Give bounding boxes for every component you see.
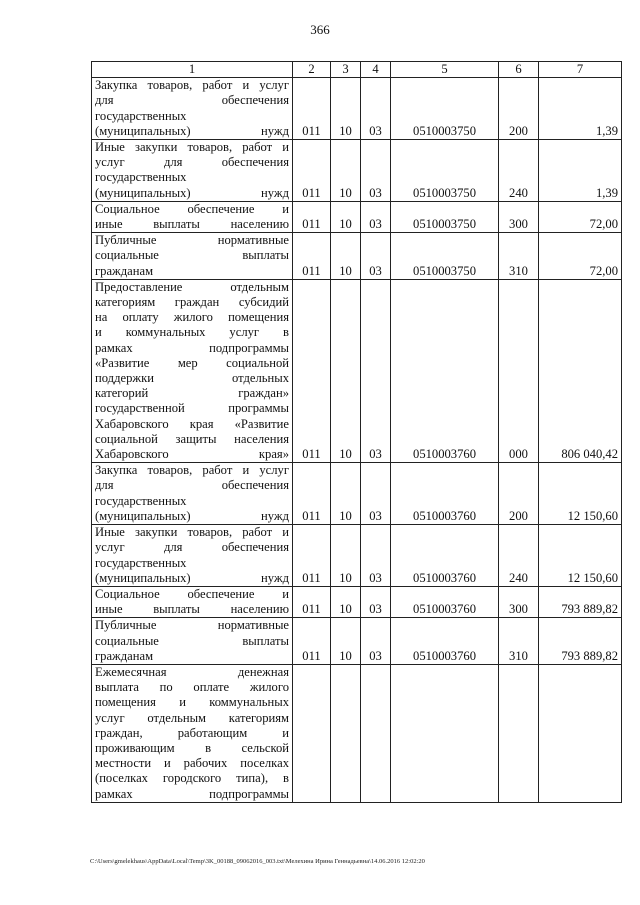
description-line: социальные выплаты	[95, 633, 289, 648]
section-code: 10	[331, 201, 361, 232]
table-row	[92, 233, 622, 280]
description-line: Публичные нормативные	[95, 618, 289, 633]
budget-table	[91, 61, 622, 803]
ministry-code: 011	[293, 140, 331, 202]
description-line: иные выплаты населению	[95, 217, 289, 232]
description-line: (муниципальных) нужд	[95, 123, 289, 138]
section-code	[331, 664, 361, 802]
section-code: 10	[331, 463, 361, 525]
expense-type-code: 240	[499, 525, 539, 587]
subsection-code: 03	[361, 463, 391, 525]
column-header: 4	[361, 62, 391, 78]
target-article-code: 0510003760	[391, 279, 499, 462]
subsection-code: 03	[361, 618, 391, 665]
ministry-code: 011	[293, 279, 331, 462]
target-article-code: 0510003750	[391, 140, 499, 202]
section-code: 10	[331, 78, 361, 140]
row-description	[92, 618, 293, 665]
description-line: государственных	[95, 493, 187, 508]
description-line: «Развитие мер социальной	[95, 355, 289, 370]
row-description	[92, 586, 293, 617]
table-row	[92, 664, 622, 802]
description-line: категорий граждан»	[95, 386, 289, 401]
description-line: для обеспечения	[95, 478, 289, 493]
expense-type-code: 310	[499, 618, 539, 665]
description-line: гражданам	[95, 263, 154, 278]
amount-value: 793 889,82	[539, 618, 622, 665]
description-line: на оплату жилого помещения	[95, 310, 289, 325]
ministry-code: 011	[293, 201, 331, 232]
amount-value: 72,00	[539, 233, 622, 280]
description-line: (муниципальных) нужд	[95, 185, 289, 200]
target-article-code: 0510003750	[391, 201, 499, 232]
section-code: 10	[331, 618, 361, 665]
section-code: 10	[331, 140, 361, 202]
description-line: Социальное обеспечение и	[95, 586, 289, 601]
table-row	[92, 279, 622, 462]
expense-type-code: 200	[499, 78, 539, 140]
description-line: рамках подпрограммы	[95, 786, 289, 801]
ministry-code	[293, 664, 331, 802]
row-description	[92, 201, 293, 232]
ministry-code: 011	[293, 586, 331, 617]
description-line: и коммунальных услуг в	[95, 325, 289, 340]
table-row	[92, 586, 622, 617]
table-row	[92, 525, 622, 587]
subsection-code: 03	[361, 279, 391, 462]
ministry-code: 011	[293, 233, 331, 280]
section-code: 10	[331, 233, 361, 280]
ministry-code: 011	[293, 78, 331, 140]
footer-file-path: C:\Users\gmelekhaus\AppData\Local\Temp\3K_00188_09062016_003.txt\Мелехина Ирина Геннадьевна\14.06.2016 12:02:20	[90, 858, 425, 865]
target-article-code: 0510003760	[391, 618, 499, 665]
description-line: (поселках городского типа), в	[95, 771, 289, 786]
description-line: проживающим в сельской	[95, 740, 289, 755]
description-line: Ежемесячная денежная	[95, 664, 289, 679]
column-header: 2	[293, 62, 331, 78]
section-code: 10	[331, 279, 361, 462]
column-header: 1	[92, 62, 293, 78]
description-line: Предоставление отдельным	[95, 279, 289, 294]
description-line: услуг отдельным категориям	[95, 710, 289, 725]
description-line: социальные выплаты	[95, 248, 289, 263]
ministry-code: 011	[293, 525, 331, 587]
target-article-code: 0510003750	[391, 78, 499, 140]
description-line: граждан, работающим и	[95, 725, 289, 740]
description-line: услуг для обеспечения	[95, 540, 289, 555]
description-line: (муниципальных) нужд	[95, 570, 289, 585]
expense-type-code: 000	[499, 279, 539, 462]
expense-type-code	[499, 664, 539, 802]
description-line: поддержки отдельных	[95, 371, 289, 386]
description-line: гражданам	[95, 648, 154, 663]
row-description	[92, 664, 293, 802]
table-body	[92, 78, 622, 803]
amount-value: 806 040,42	[539, 279, 622, 462]
description-line: категориям граждан субсидий	[95, 295, 289, 310]
table-header-row	[92, 62, 622, 78]
description-line: социальной защиты населения	[95, 431, 289, 446]
amount-value: 72,00	[539, 201, 622, 232]
column-header: 7	[539, 62, 622, 78]
row-description	[92, 463, 293, 525]
amount-value	[539, 664, 622, 802]
target-article-code: 0510003750	[391, 233, 499, 280]
column-header: 6	[499, 62, 539, 78]
expense-type-code: 200	[499, 463, 539, 525]
description-line: помещения и коммунальных	[95, 695, 289, 710]
table-row	[92, 78, 622, 140]
row-description	[92, 279, 293, 462]
table-row	[92, 463, 622, 525]
column-header: 3	[331, 62, 361, 78]
expense-type-code: 240	[499, 140, 539, 202]
page-number: 366	[310, 22, 330, 37]
row-description	[92, 78, 293, 140]
subsection-code: 03	[361, 525, 391, 587]
subsection-code: 03	[361, 140, 391, 202]
description-line: Иные закупки товаров, работ и	[95, 140, 289, 155]
section-code: 10	[331, 586, 361, 617]
description-line: Социальное обеспечение и	[95, 201, 289, 216]
expense-type-code: 300	[499, 586, 539, 617]
expense-type-code: 300	[499, 201, 539, 232]
description-line: Закупка товаров, работ и услуг	[95, 463, 289, 478]
description-line: иные выплаты населению	[95, 602, 289, 617]
description-line: Хабаровского края «Развитие	[95, 416, 289, 431]
expense-type-code: 310	[499, 233, 539, 280]
amount-value: 12 150,60	[539, 463, 622, 525]
description-line: рамках подпрограммы	[95, 340, 289, 355]
description-line: государственных	[95, 555, 187, 570]
description-line: выплата по оплате жилого	[95, 680, 289, 695]
subsection-code: 03	[361, 201, 391, 232]
description-line: для обеспечения	[95, 93, 289, 108]
description-line: государственной программы	[95, 401, 289, 416]
description-line: Иные закупки товаров, работ и	[95, 525, 289, 540]
table-row	[92, 618, 622, 665]
subsection-code: 03	[361, 78, 391, 140]
target-article-code: 0510003760	[391, 463, 499, 525]
description-line: государственных	[95, 108, 187, 123]
description-line: местности и рабочих поселках	[95, 756, 289, 771]
column-header: 5	[391, 62, 499, 78]
target-article-code	[391, 664, 499, 802]
target-article-code: 0510003760	[391, 525, 499, 587]
target-article-code: 0510003760	[391, 586, 499, 617]
ministry-code: 011	[293, 618, 331, 665]
row-description	[92, 233, 293, 280]
description-line: Хабаровского края»	[95, 447, 289, 462]
row-description	[92, 140, 293, 202]
description-line: (муниципальных) нужд	[95, 508, 289, 523]
amount-value: 1,39	[539, 78, 622, 140]
description-line: услуг для обеспечения	[95, 155, 289, 170]
amount-value: 1,39	[539, 140, 622, 202]
amount-value: 793 889,82	[539, 586, 622, 617]
description-line: Закупка товаров, работ и услуг	[95, 78, 289, 93]
description-line: Публичные нормативные	[95, 233, 289, 248]
description-line: государственных	[95, 170, 187, 185]
subsection-code	[361, 664, 391, 802]
ministry-code: 011	[293, 463, 331, 525]
subsection-code: 03	[361, 586, 391, 617]
table-row	[92, 201, 622, 232]
row-description	[92, 525, 293, 587]
section-code: 10	[331, 525, 361, 587]
subsection-code: 03	[361, 233, 391, 280]
amount-value: 12 150,60	[539, 525, 622, 587]
table-row	[92, 140, 622, 202]
